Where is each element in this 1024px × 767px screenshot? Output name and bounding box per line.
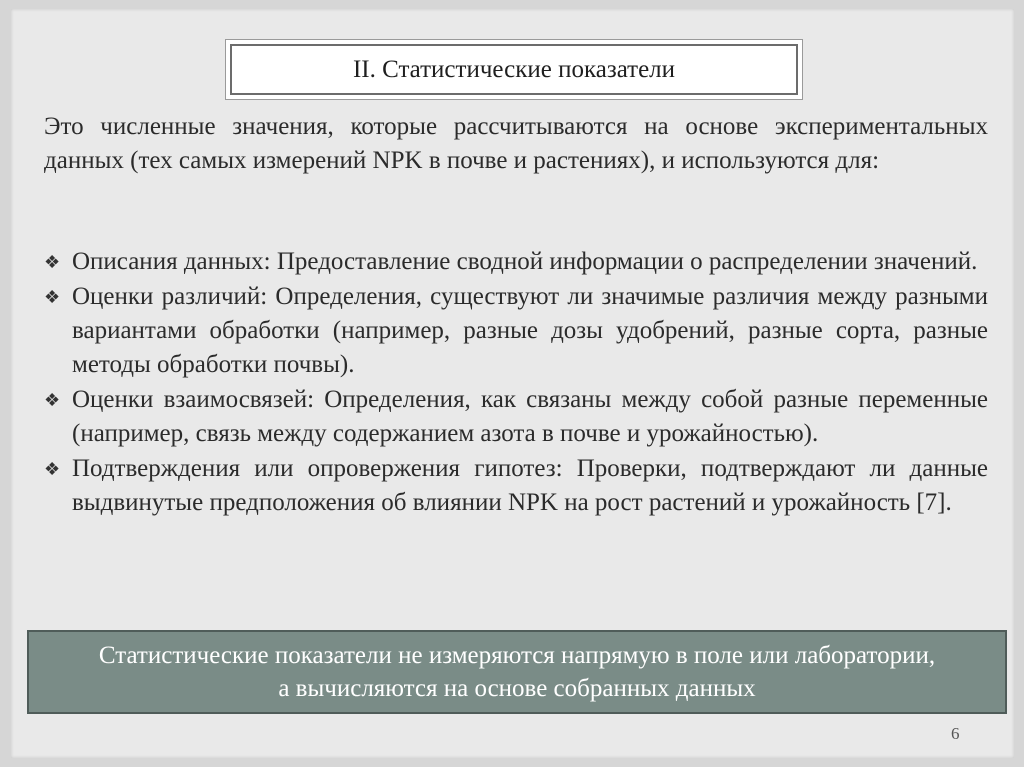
list-item (44, 383, 988, 451)
list-item (44, 280, 988, 382)
summary-note-line-2: а вычисляются на основе собранных данных (278, 675, 756, 702)
bullet-text: Оценки взаимосвязей: Определения, как связаны между собой разные переменные (например, связь между содержанием азота в почве и урожайностью). (72, 386, 988, 447)
summary-note-box (27, 630, 1007, 714)
bullet-text: Описания данных: Предоставление сводной информации о распределении значений. (72, 248, 978, 275)
diamond-bullet-icon: ❖ (44, 287, 61, 307)
bullet-text: Оценки различий: Определения, существуют ли значимые различия между разными вариантами обработки (например, разные дозы удобрений, разные сорта, разные методы обработки почвы). (72, 283, 988, 378)
slide-title: II. Статистические показатели (352, 55, 676, 83)
list-item (44, 245, 988, 279)
page-number: 6 (951, 724, 960, 743)
diamond-bullet-icon: ❖ (44, 390, 61, 410)
slide-title-box (230, 44, 798, 95)
summary-note-line-1: Статистические показатели не измеряются напрямую в поле или лаборатории, (98, 642, 936, 669)
bullet-text: Подтверждения или опровержения гипотез: Проверки, подтверждают ли данные выдвинутые предположения об влиянии NPK на рост растений и урожайность [7]. (72, 455, 988, 516)
bullet-list (44, 245, 988, 521)
diamond-bullet-icon: ❖ (44, 459, 61, 479)
intro-paragraph: Это численные значения, которые рассчитываются на основе экспериментальных данных (тех самых измерений NPK в почве и растениях), и используются для: (44, 113, 988, 174)
diamond-bullet-icon: ❖ (44, 252, 61, 272)
list-item (44, 452, 988, 520)
